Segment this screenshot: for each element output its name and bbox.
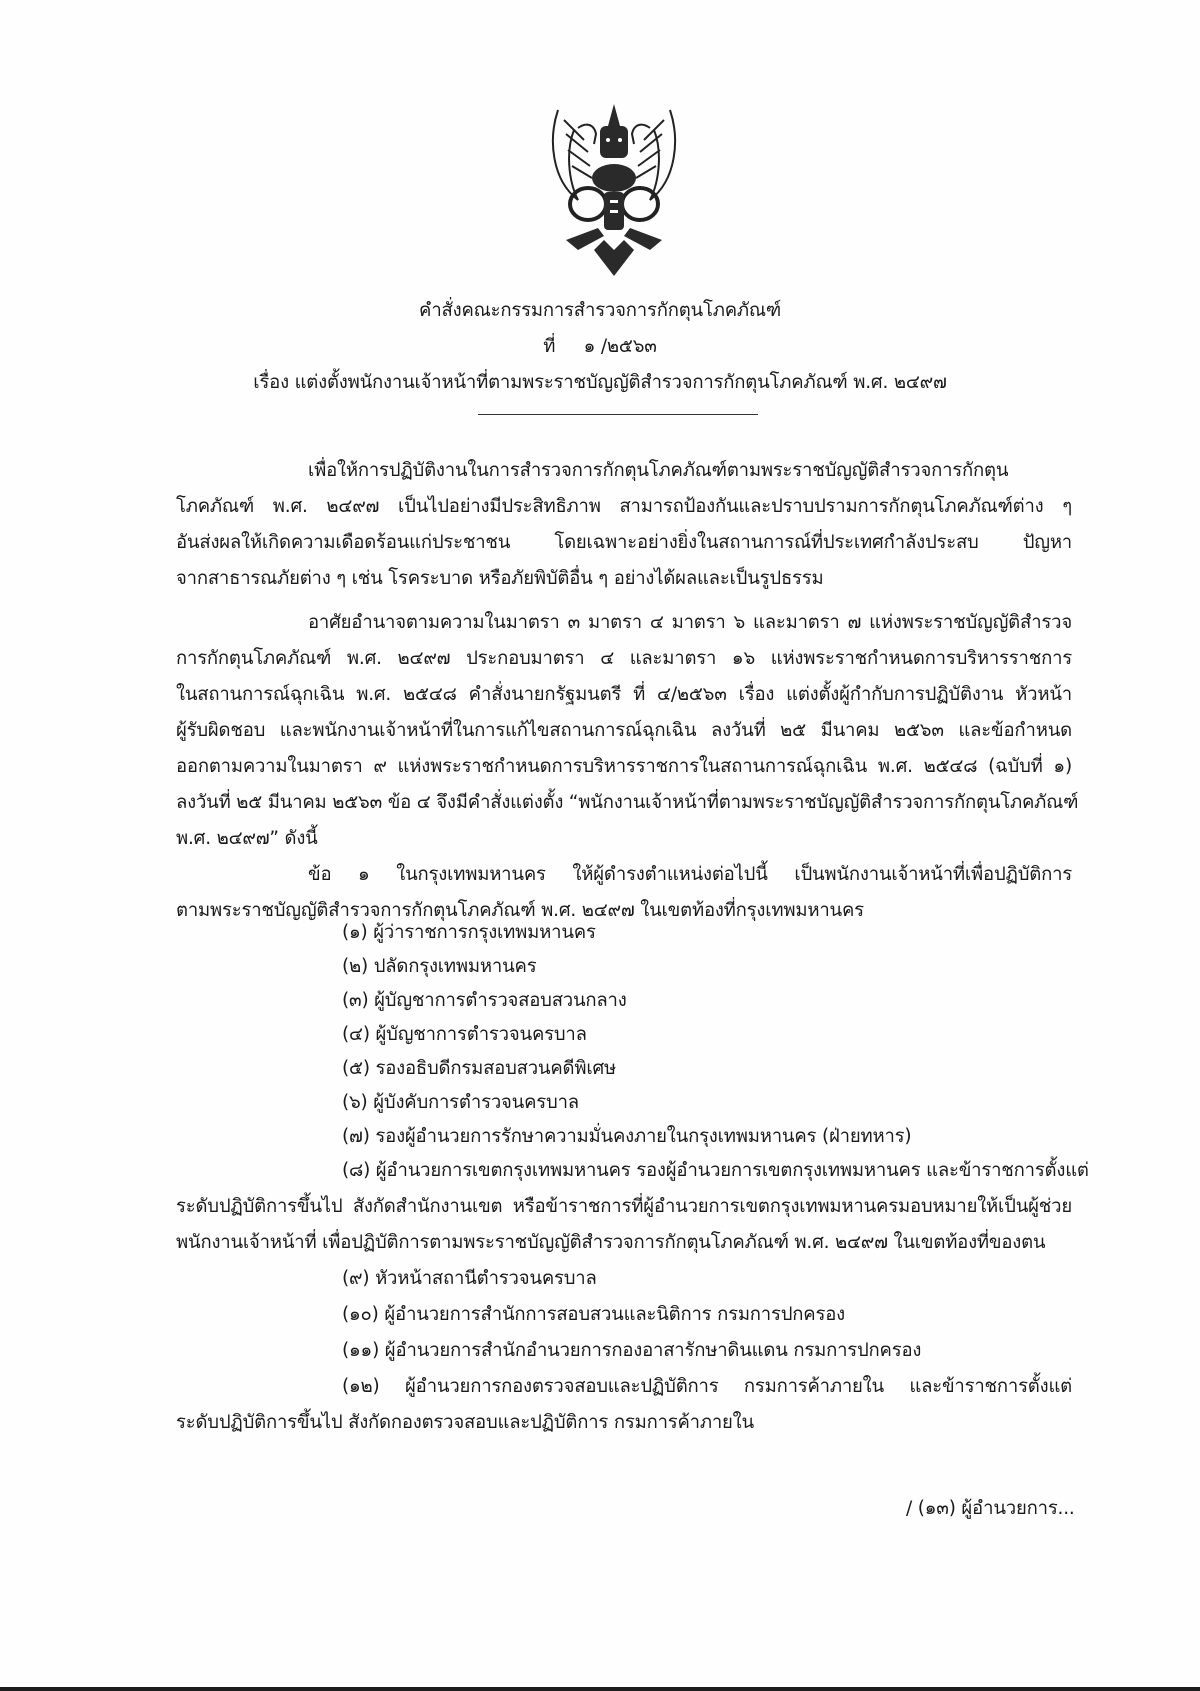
paragraph-1-line: อันส่งผลให้เกิดความเดือดร้อนแก่ประชาชน โดยเฉพาะอย่างยิ่งในสถานการณ์ที่ประเทศกำลังประสบ ปัญหา [176, 532, 1072, 553]
list-item: (๑๐) ผู้อำนวยการสำนักการสอบสวนและนิติการ กรมการปกครอง [342, 1304, 845, 1325]
scan-edge [0, 1687, 1200, 1691]
paragraph-1-line: จากสาธารณภัยต่าง ๆ เช่น โรคระบาด หรือภัยพิบัติอื่น ๆ อย่างได้ผลและเป็นรูปธรรม [176, 568, 824, 589]
order-title: คำสั่งคณะกรรมการสำรวจการกักตุนโภคภัณฑ์ [418, 300, 781, 321]
clause-1-line: ข้อ ๑ ในกรุงเทพมหานคร ให้ผู้ดำรงตำแหน่งต่อไปนี้ เป็นพนักงานเจ้าหน้าที่เพื่อปฏิบัติการ [308, 864, 1072, 885]
list-item-8-line: ระดับปฏิบัติการขึ้นไป สังกัดสำนักงานเขต หรือข้าราชการที่ผู้อำนวยการเขตกรุงเทพมหานครมอบหมายให้เป็นผู้ช่วย [176, 1196, 1072, 1217]
list-item-8-line: พนักงานเจ้าหน้าที่ เพื่อปฏิบัติการตามพระราชบัญญัติสำรวจการกักตุนโภคภัณฑ์ พ.ศ. ๒๔๙๗ ในเขตท้องที่ของตน [176, 1232, 1046, 1253]
list-item: (๙) หัวหน้าสถานีตำรวจนครบาล [342, 1268, 597, 1289]
list-item: (๔) ผู้บัญชาการตำรวจนครบาล [342, 1024, 587, 1045]
clause-1-line: ตามพระราชบัญญัติสำรวจการกักตุนโภคภัณฑ์ พ.ศ. ๒๔๙๗ ในเขตท้องที่กรุงเทพมหานคร [176, 900, 864, 921]
list-item: (๖) ผู้บังคับการตำรวจนครบาล [342, 1092, 579, 1113]
paragraph-1-line: เพื่อให้การปฏิบัติงานในการสำรวจการกักตุนโภคภัณฑ์ตามพระราชบัญญัติสำรวจการกักตุน [308, 460, 1009, 481]
paragraph-2-line: ออกตามความในมาตรา ๙ แห่งพระราชกำหนดการบริหารราชการในสถานการณ์ฉุกเฉิน พ.ศ. ๒๕๔๘ (ฉบับที่ ๑) [176, 756, 1072, 777]
page-continuation: / (๑๓) ผู้อำนวยการ... [906, 1498, 1075, 1519]
order-subject: เรื่อง แต่งตั้งพนักงานเจ้าหน้าที่ตามพระราชบัญญัติสำรวจการกักตุนโภคภัณฑ์ พ.ศ. ๒๔๙๗ [253, 372, 947, 393]
list-item-12-line: ระดับปฏิบัติการขึ้นไป สังกัดกองตรวจสอบและปฏิบัติการ กรมการค้าภายใน [176, 1412, 754, 1433]
paragraph-2-line: อาศัยอำนาจตามความในมาตรา ๓ มาตรา ๔ มาตรา ๖ และมาตรา ๗ แห่งพระราชบัญญัติสำรวจ [308, 612, 1072, 633]
list-item: (๑๑) ผู้อำนวยการสำนักอำนวยการกองอาสารักษาดินแดน กรมการปกครอง [342, 1340, 922, 1361]
list-item: (๕) รองอธิบดีกรมสอบสวนคดีพิเศษ [342, 1058, 617, 1079]
list-item: (๑) ผู้ว่าราชการกรุงเทพมหานคร [342, 922, 596, 943]
paragraph-1-line: โภคภัณฑ์ พ.ศ. ๒๔๙๗ เป็นไปอย่างมีประสิทธิภาพ สามารถป้องกันและปราบปรามการกักตุนโภคภัณฑ์ต่าง ๆ [176, 496, 1072, 517]
paragraph-2-line: ลงวันที่ ๒๕ มีนาคม ๒๕๖๓ ข้อ ๔ จึงมีคำสั่งแต่งตั้ง “พนักงานเจ้าหน้าที่ตามพระราชบัญญัติสำรวจการกักตุนโภคภัณฑ์ [176, 792, 1079, 813]
title-divider [478, 414, 758, 415]
list-item: (๗) รองผู้อำนวยการรักษาความมั่นคงภายในกรุงเทพมหานคร (ฝ่ายทหาร) [342, 1126, 912, 1147]
paragraph-2-line: ผู้รับผิดชอบ และพนักงานเจ้าหน้าที่ในการแก้ไขสถานการณ์ฉุกเฉิน ลงวันที่ ๒๕ มีนาคม ๒๕๖๓ และข้อกำหนด [176, 720, 1072, 741]
list-item: (๓) ผู้บัญชาการตำรวจสอบสวนกลาง [342, 990, 627, 1011]
paragraph-2-line: การกักตุนโภคภัณฑ์ พ.ศ. ๒๔๙๗ ประกอบมาตรา ๔ และมาตรา ๑๖ แห่งพระราชกำหนดการบริหารราชการ [176, 648, 1072, 669]
garuda-emblem-icon [538, 100, 690, 280]
paragraph-2-line: ในสถานการณ์ฉุกเฉิน พ.ศ. ๒๕๔๘ คำสั่งนายกรัฐมนตรี ที่ ๔/๒๕๖๓ เรื่อง แต่งตั้งผู้กำกับการปฏิบัติงาน หัวหน้า [176, 684, 1072, 705]
paragraph-2-line: พ.ศ. ๒๔๙๗” ดังนี้ [176, 828, 318, 849]
list-item: (๒) ปลัดกรุงเทพมหานคร [342, 956, 537, 977]
list-item-8-line: (๘) ผู้อำนวยการเขตกรุงเทพมหานคร รองผู้อำนวยการเขตกรุงเทพมหานคร และข้าราชการตั้งแต่ [342, 1160, 1089, 1181]
list-item-12-line: (๑๒) ผู้อำนวยการกองตรวจสอบและปฏิบัติการ กรมการค้าภายใน และข้าราชการตั้งแต่ [342, 1376, 1072, 1397]
order-number: ที่ ๑ /๒๕๖๓ [543, 336, 657, 357]
